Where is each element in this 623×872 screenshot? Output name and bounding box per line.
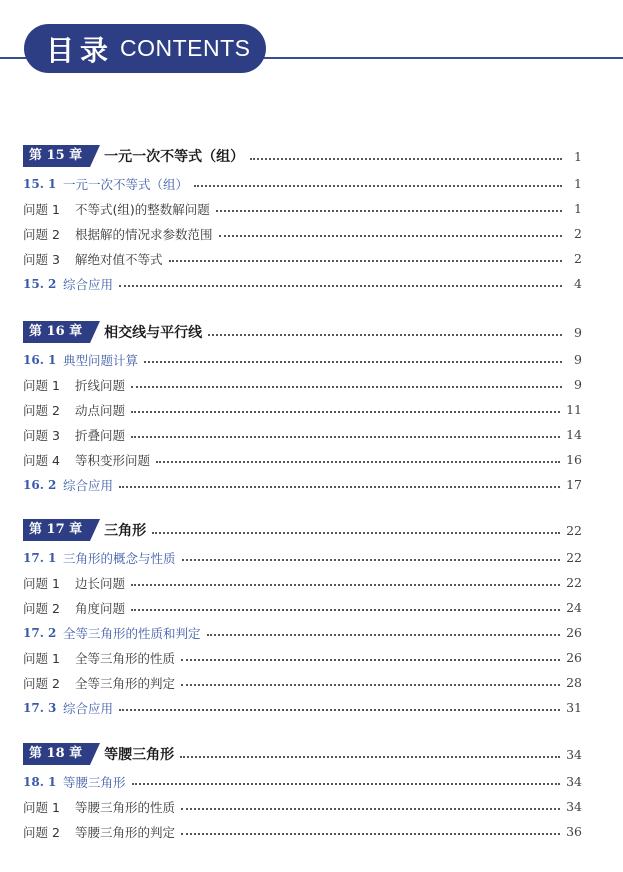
section-title: 等腰三角形 <box>63 774 126 790</box>
question-title: 等腰三角形的判定 <box>75 824 176 840</box>
page-number: 2 <box>574 226 582 241</box>
question-number: 问题 3 <box>23 251 60 267</box>
page-number: 4 <box>574 276 582 291</box>
question-row[interactable] <box>23 196 582 221</box>
chapter-title: 三角形 <box>104 523 147 539</box>
question-row[interactable] <box>23 670 582 695</box>
leader-dots <box>181 683 560 686</box>
chapter-row[interactable] <box>23 319 582 345</box>
leader-dots <box>219 234 562 237</box>
leader-dots <box>131 583 560 586</box>
page-number: 36 <box>566 824 582 839</box>
section-title: 一元一次不等式（组） <box>63 176 189 192</box>
question-row[interactable] <box>23 447 582 472</box>
page-number: 28 <box>566 675 582 690</box>
page-number: 22 <box>566 522 582 538</box>
section-row[interactable] <box>23 769 582 794</box>
section-row[interactable] <box>23 171 582 196</box>
section-title: 三角形的概念与性质 <box>63 550 176 566</box>
question-number: 问题 3 <box>23 427 60 443</box>
leader-dots <box>119 284 562 287</box>
leader-dots <box>208 333 562 336</box>
leader-dots <box>181 807 560 810</box>
chapter-label: 第 18 章 <box>23 743 90 765</box>
chapter-label: 第 15 章 <box>23 145 90 167</box>
question-title: 全等三角形的判定 <box>75 675 176 691</box>
page-number: 26 <box>566 650 582 665</box>
question-title: 根据解的情况求参数范围 <box>75 226 213 242</box>
leader-dots <box>156 460 560 463</box>
question-number: 问题 4 <box>23 452 60 468</box>
leader-dots <box>250 157 562 160</box>
leader-dots <box>181 832 560 835</box>
question-title: 不等式(组)的整数解问题 <box>75 201 210 217</box>
leader-dots <box>169 259 562 262</box>
question-number: 问题 2 <box>23 600 60 616</box>
question-row[interactable] <box>23 397 582 422</box>
leader-dots <box>182 558 561 561</box>
leader-dots <box>180 755 560 758</box>
page-number: 26 <box>566 625 582 640</box>
leader-dots <box>131 410 560 413</box>
page-number: 14 <box>566 427 582 442</box>
question-row[interactable] <box>23 221 582 246</box>
question-number: 问题 2 <box>23 226 60 242</box>
page-number: 24 <box>566 600 582 615</box>
question-title: 折叠问题 <box>75 427 126 443</box>
question-title: 角度问题 <box>75 600 126 616</box>
page-number: 17 <box>566 477 582 492</box>
chapter-row[interactable] <box>23 741 582 767</box>
page-number: 34 <box>566 799 582 814</box>
chapter-title: 一元一次不等式（组） <box>104 149 245 165</box>
question-row[interactable] <box>23 819 582 844</box>
page-number: 16 <box>566 452 582 467</box>
page-number: 31 <box>566 700 582 715</box>
page-number: 1 <box>574 176 582 191</box>
contents-header <box>24 24 266 73</box>
leader-dots <box>119 708 560 711</box>
page-number: 1 <box>574 148 582 164</box>
chapter-block <box>23 517 582 720</box>
page-number: 1 <box>574 201 582 216</box>
page-number: 9 <box>574 352 582 367</box>
chapter-block <box>23 143 582 296</box>
chapter-row[interactable] <box>23 517 582 543</box>
header-title-cn: 目录 <box>46 33 115 67</box>
page-number: 9 <box>574 324 582 340</box>
section-number: 17. 3 <box>23 700 57 715</box>
leader-dots <box>131 608 560 611</box>
section-row[interactable] <box>23 472 582 497</box>
section-title: 综合应用 <box>63 700 114 716</box>
question-title: 解绝对值不等式 <box>75 251 163 267</box>
section-row[interactable] <box>23 695 582 720</box>
leader-dots <box>181 658 560 661</box>
section-row[interactable] <box>23 347 582 372</box>
chapter-block <box>23 741 582 844</box>
section-row[interactable] <box>23 545 582 570</box>
section-title: 综合应用 <box>63 276 114 292</box>
question-row[interactable] <box>23 246 582 271</box>
section-number: 17. 1 <box>23 550 57 565</box>
chapter-title: 相交线与平行线 <box>104 325 203 341</box>
question-number: 问题 1 <box>23 799 60 815</box>
page-number: 9 <box>574 377 582 392</box>
leader-dots <box>207 633 561 636</box>
leader-dots <box>131 435 560 438</box>
leader-dots <box>132 782 561 785</box>
section-number: 15. 2 <box>23 276 57 291</box>
leader-dots <box>216 209 562 212</box>
page-number: 11 <box>566 402 582 417</box>
chapter-row[interactable] <box>23 143 582 169</box>
question-row[interactable] <box>23 372 582 397</box>
question-number: 问题 2 <box>23 402 60 418</box>
section-number: 18. 1 <box>23 774 57 789</box>
leader-dots <box>144 360 562 363</box>
section-number: 16. 2 <box>23 477 57 492</box>
question-row[interactable] <box>23 645 582 670</box>
chapter-title: 等腰三角形 <box>104 747 175 763</box>
section-number: 17. 2 <box>23 625 57 640</box>
question-row[interactable] <box>23 422 582 447</box>
leader-dots <box>152 531 560 534</box>
question-title: 等腰三角形的性质 <box>75 799 176 815</box>
question-number: 问题 2 <box>23 824 60 840</box>
question-title: 折线问题 <box>75 377 126 393</box>
question-number: 问题 1 <box>23 575 60 591</box>
question-title: 全等三角形的性质 <box>75 650 176 666</box>
question-number: 问题 1 <box>23 377 60 393</box>
leader-dots <box>119 485 560 488</box>
question-number: 问题 1 <box>23 650 60 666</box>
section-row[interactable] <box>23 620 582 645</box>
section-title: 全等三角形的性质和判定 <box>63 625 201 641</box>
leader-dots <box>194 184 562 187</box>
chapter-label: 第 17 章 <box>23 519 90 541</box>
page-number: 2 <box>574 251 582 266</box>
page-number: 34 <box>566 746 582 762</box>
section-row[interactable] <box>23 271 582 296</box>
question-row[interactable] <box>23 570 582 595</box>
section-title: 典型问题计算 <box>63 352 139 368</box>
section-title: 综合应用 <box>63 477 114 493</box>
page-number: 22 <box>566 550 582 565</box>
chapter-label: 第 16 章 <box>23 321 90 343</box>
question-title: 等积变形问题 <box>75 452 151 468</box>
section-number: 16. 1 <box>23 352 57 367</box>
chapter-block <box>23 319 582 497</box>
page-number: 34 <box>566 774 582 789</box>
page-number: 22 <box>566 575 582 590</box>
header-title-en: CONTENTS <box>120 35 251 61</box>
question-number: 问题 1 <box>23 201 60 217</box>
question-title: 动点问题 <box>75 402 126 418</box>
question-row[interactable] <box>23 794 582 819</box>
section-number: 15. 1 <box>23 176 57 191</box>
leader-dots <box>131 385 562 388</box>
question-row[interactable] <box>23 595 582 620</box>
question-number: 问题 2 <box>23 675 60 691</box>
question-title: 边长问题 <box>75 575 126 591</box>
